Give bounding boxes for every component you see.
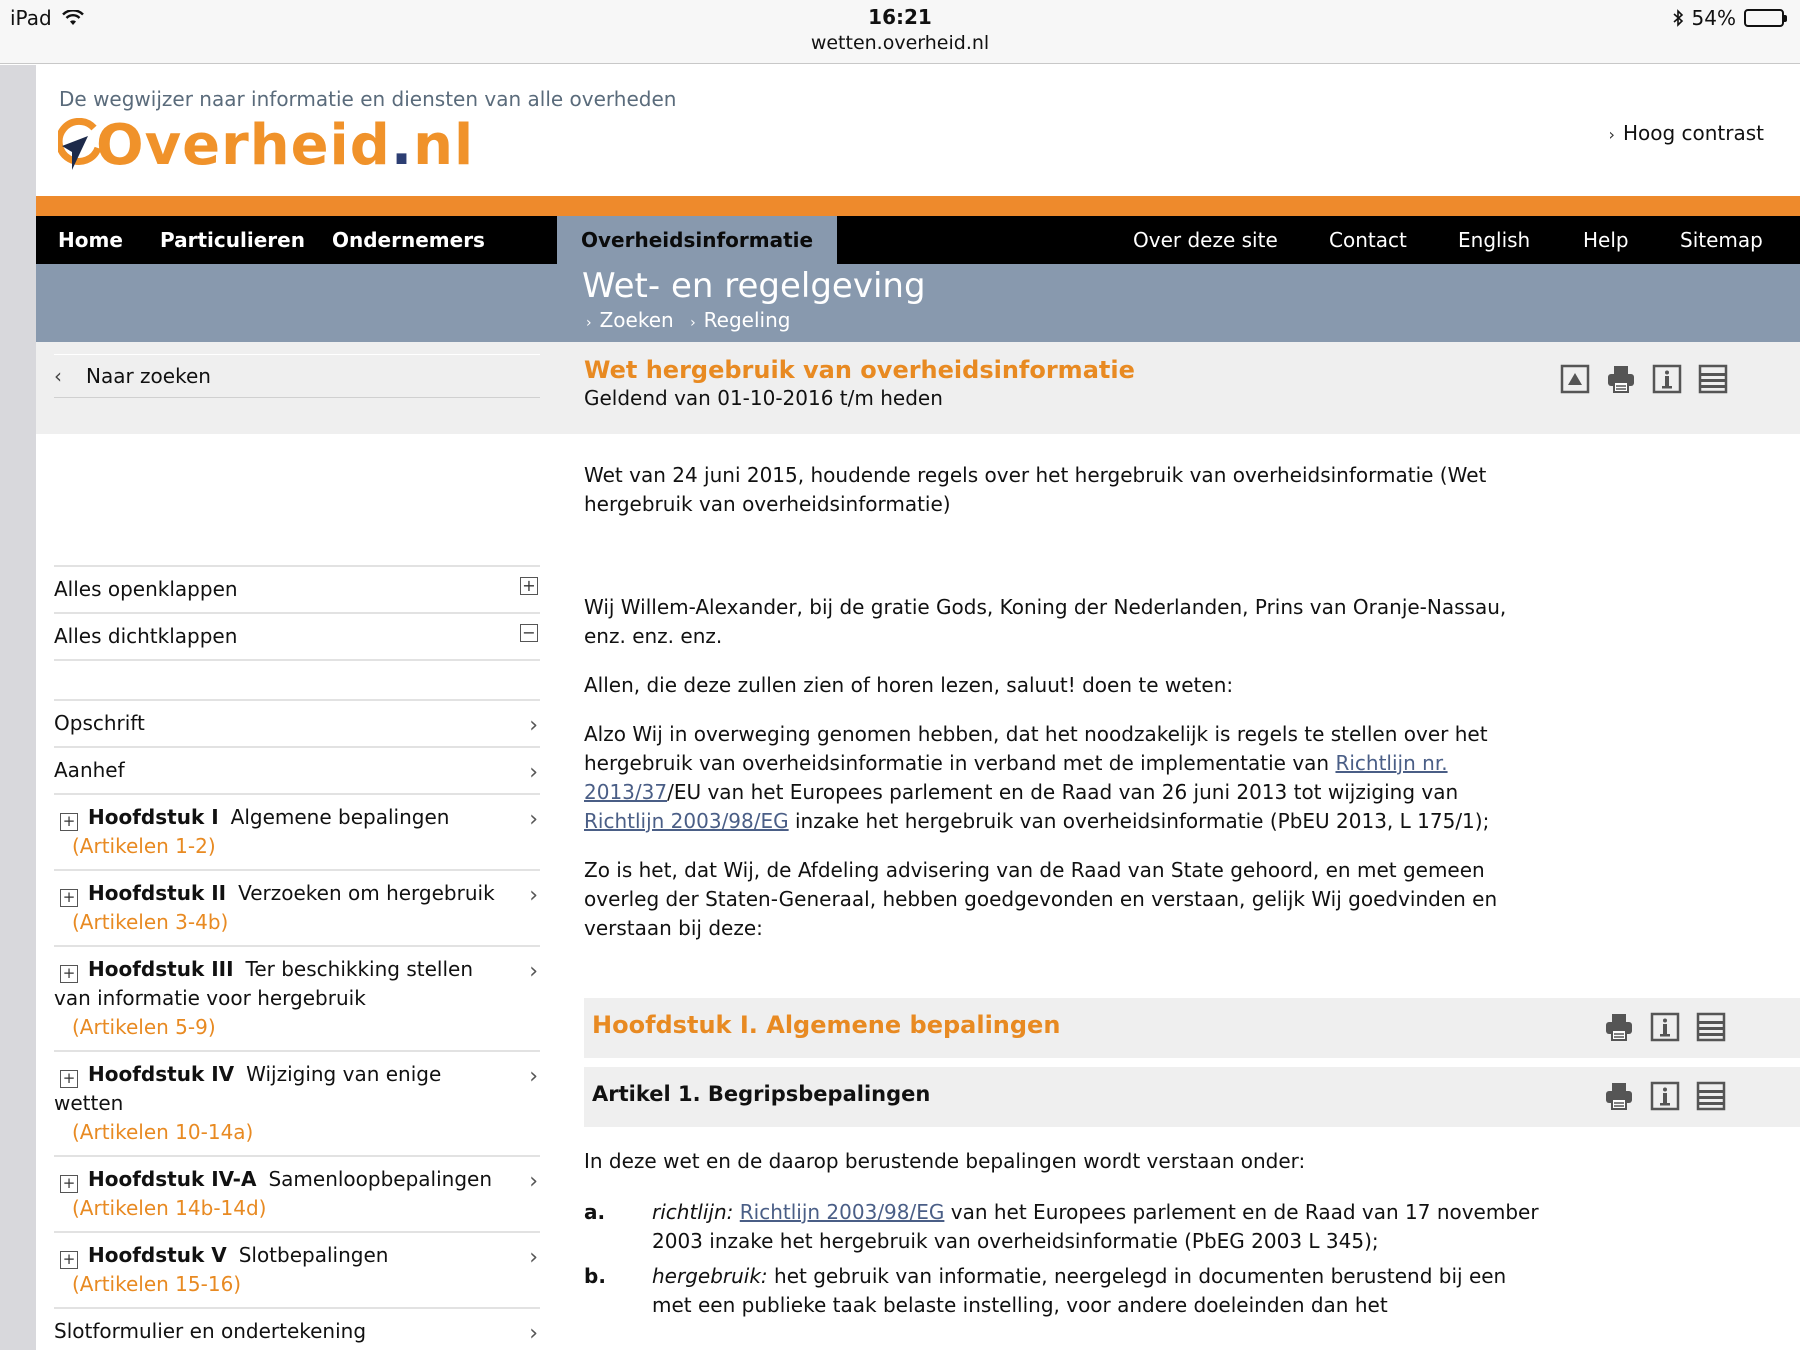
paragraph: Wij Willem-Alexander, bij de gratie Gods, Koning der Nederlanden, Prins van Oranje-Nassau, enz. enz. enz. xyxy=(584,595,1507,648)
chapter-number: Hoofdstuk IV-A xyxy=(88,1167,257,1191)
article-intro: In deze wet en de daarop berustende bepalingen wordt verstaan onder: xyxy=(584,1149,1306,1173)
document-validity: Geldend van 01-10-2016 t/m heden xyxy=(584,386,943,410)
chapter-number: Hoofdstuk II xyxy=(88,881,227,905)
section-band xyxy=(36,264,1800,342)
chapter-title: Verzoeken om hergebruik xyxy=(238,881,495,905)
chapter-range[interactable]: (Artikelen 10-14a) xyxy=(72,1120,254,1144)
print-icon[interactable] xyxy=(1606,364,1636,394)
expand-chapter-icon[interactable]: + xyxy=(60,1070,78,1088)
nav-help[interactable]: Help xyxy=(1583,228,1629,252)
chapter-number: Hoofdstuk I xyxy=(88,805,219,829)
toc-label: Slotformulier en ondertekening xyxy=(54,1319,367,1343)
nav-sitemap[interactable]: Sitemap xyxy=(1680,228,1763,252)
scroll-top-icon[interactable] xyxy=(1560,364,1590,394)
link-richtlijn-2003-98[interactable]: Richtlijn 2003/98/EG xyxy=(739,1200,945,1224)
site-logo[interactable] xyxy=(58,113,474,178)
chapter-range[interactable]: (Artikelen 15-16) xyxy=(72,1272,242,1296)
page xyxy=(36,65,1800,1350)
chapter-title: Samenloopbepalingen xyxy=(268,1167,493,1191)
chapter-heading: Hoofdstuk I. Algemene bepalingen xyxy=(592,1011,1061,1039)
toc-slotformulier[interactable] xyxy=(54,1307,540,1350)
nav-english[interactable]: English xyxy=(1458,228,1531,252)
toc-chapter[interactable] xyxy=(54,869,540,945)
definition-item xyxy=(584,1198,1544,1256)
toc-chapter[interactable] xyxy=(54,1231,540,1307)
breadcrumb-zoeken[interactable]: Zoeken xyxy=(599,308,674,332)
device-label: iPad xyxy=(10,6,52,30)
article-toolbar xyxy=(1604,1081,1726,1111)
toc-label: Aanhef xyxy=(54,758,125,782)
nav-home[interactable]: Home xyxy=(58,228,123,252)
address-bar[interactable]: wetten.overheid.nl xyxy=(810,32,990,54)
battery-icon xyxy=(1744,9,1784,27)
chapter-title: Wijziging van enige wetten xyxy=(54,1062,442,1115)
chapter-range[interactable]: (Artikelen 3-4b) xyxy=(72,910,229,934)
minus-box-icon: − xyxy=(520,624,538,642)
plus-box-icon: + xyxy=(520,577,538,595)
left-margin xyxy=(0,65,36,1350)
menu-icon[interactable] xyxy=(1696,1081,1726,1111)
divider xyxy=(54,659,540,699)
chevron-right-icon: › xyxy=(529,807,538,832)
chapter-range[interactable]: (Artikelen 5-9) xyxy=(72,1015,216,1039)
toc-chapter[interactable] xyxy=(54,1050,540,1155)
definition-letter: a. xyxy=(584,1200,606,1224)
collapse-all-label: Alles dichtklappen xyxy=(54,624,238,648)
section-title: Wet- en regelgeving xyxy=(582,266,926,306)
paragraph: Alzo Wij in overweging genomen hebben, dat het noodzakelijk is regels te stellen over het hergebruik van overheidsinformatie in verband met de implementatie van Richtlijn nr. 2013/37/EU van het Europees parlement en de Raad van 26 juni 2013 tot wijziging van Richtlijn 2003/98/EG inzake het hergebruik van overheidsinformatie (PbEU 2013, L 175/1); xyxy=(584,722,1490,833)
article-heading: Artikel 1. Begripsbepalingen xyxy=(592,1082,931,1106)
chapter-heading-bar xyxy=(584,998,1800,1058)
expand-chapter-icon[interactable]: + xyxy=(60,1251,78,1269)
breadcrumb-regeling[interactable]: Regeling xyxy=(703,308,791,332)
nav-ondernemers[interactable]: Ondernemers xyxy=(332,228,485,252)
chapter-title: Slotbepalingen xyxy=(238,1243,389,1267)
expand-chapter-icon[interactable]: + xyxy=(60,1175,78,1193)
logo-text: Overheid.nl xyxy=(96,113,475,178)
ios-status-bar xyxy=(0,0,1800,64)
orange-accent-bar xyxy=(36,196,1800,216)
chapter-toolbar xyxy=(1604,1012,1726,1042)
chapter-range[interactable]: (Artikelen 1-2) xyxy=(72,834,216,858)
article-body xyxy=(584,1147,1544,1326)
status-right xyxy=(1672,6,1784,30)
document-title: Wet hergebruik van overheidsinformatie xyxy=(584,356,1135,384)
chevron-right-icon: › xyxy=(529,760,538,785)
toc-label: Opschrift xyxy=(54,711,145,735)
bluetooth-icon xyxy=(1672,9,1684,27)
battery-percent: 54% xyxy=(1691,6,1736,30)
chapter-number: Hoofdstuk IV xyxy=(88,1062,235,1086)
paragraph: Zo is het, dat Wij, de Afdeling advisering van de Raad van State gehoord, en met gemeen overleg der Staten-Generaal, hebben goedgevonden en verstaan, gelijk Wij goedvinden en verstaan bij deze: xyxy=(584,858,1498,940)
toc-aanhef[interactable] xyxy=(54,746,540,793)
law-text xyxy=(584,461,1544,943)
print-icon[interactable] xyxy=(1604,1012,1634,1042)
link-richtlijn-2013-37[interactable]: Richtlijn nr. 2013/37 xyxy=(584,751,1448,804)
chapter-number: Hoofdstuk III xyxy=(88,957,234,981)
site-tagline: De wegwijzer naar informatie en diensten van alle overheden xyxy=(59,87,677,111)
document-toolbar xyxy=(1560,364,1728,394)
paragraph: Allen, die deze zullen zien of horen lezen, saluut! doen te weten: xyxy=(584,673,1234,697)
chapter-range[interactable]: (Artikelen 14b-14d) xyxy=(72,1196,267,1220)
chevron-right-icon: › xyxy=(529,959,538,984)
expand-all[interactable] xyxy=(54,565,540,612)
print-icon[interactable] xyxy=(1604,1081,1634,1111)
collapse-all[interactable] xyxy=(54,612,540,659)
definition-text: hergebruik: het gebruik van informatie, neergelegd in documenten berustend bij een met een publieke taak belaste instelling, voor andere doeleinden dan het xyxy=(652,1264,1507,1317)
breadcrumb xyxy=(586,308,800,332)
chevron-right-icon: › xyxy=(690,315,696,331)
chevron-right-icon: › xyxy=(529,1169,538,1194)
chapter-number: Hoofdstuk V xyxy=(88,1243,227,1267)
document-header xyxy=(36,342,1800,434)
info-icon[interactable] xyxy=(1650,1081,1680,1111)
chevron-right-icon: › xyxy=(1608,125,1615,144)
article-heading-bar xyxy=(584,1067,1800,1127)
main-nav xyxy=(36,216,1800,264)
high-contrast-link[interactable]: › Hoog contrast xyxy=(1608,121,1764,145)
nav-contact[interactable]: Contact xyxy=(1329,228,1407,252)
chevron-right-icon: › xyxy=(529,883,538,908)
expand-chapter-icon[interactable]: + xyxy=(60,813,78,831)
info-icon[interactable] xyxy=(1650,1012,1680,1042)
toc-chapter[interactable] xyxy=(54,945,540,1050)
expand-chapter-icon[interactable]: + xyxy=(60,965,78,983)
link-richtlijn-2003-98[interactable]: Richtlijn 2003/98/EG xyxy=(584,809,789,833)
chapter-title: Algemene bepalingen xyxy=(230,805,450,829)
chapter-title: Ter beschikking stellen van informatie voor hergebruik xyxy=(54,957,473,1010)
expand-all-label: Alles openklappen xyxy=(54,577,238,601)
chevron-right-icon: › xyxy=(529,1064,538,1089)
table-of-contents xyxy=(54,565,540,1350)
menu-icon[interactable] xyxy=(1696,1012,1726,1042)
chevron-right-icon: › xyxy=(529,1321,538,1346)
intro-paragraph: Wet van 24 juni 2015, houdende regels over het hergebruik van overheidsinformatie (Wet hergebruik van overheidsinformatie) xyxy=(584,463,1487,516)
toc-chapter[interactable] xyxy=(54,793,540,869)
status-time: 16:21 xyxy=(868,5,932,29)
definition-letter: b. xyxy=(584,1264,606,1288)
definition-item xyxy=(584,1262,1544,1320)
nav-particulieren[interactable]: Particulieren xyxy=(160,228,305,252)
info-icon[interactable] xyxy=(1652,364,1682,394)
chevron-right-icon: › xyxy=(529,1245,538,1270)
expand-chapter-icon[interactable]: + xyxy=(60,889,78,907)
toc-chapter[interactable] xyxy=(54,1155,540,1231)
toc-opschrift[interactable] xyxy=(54,699,540,746)
chevron-right-icon: › xyxy=(586,315,592,331)
back-label: Naar zoeken xyxy=(86,364,211,388)
chevron-left-icon: ‹ xyxy=(54,364,62,388)
definition-text: richtlijn: Richtlijn 2003/98/EG van het Europees parlement en de Raad van 17 november 2003 inzake het hergebruik van overheidsinformatie (PbEG 2003 L 345); xyxy=(652,1200,1539,1253)
back-to-search-link[interactable] xyxy=(54,354,540,398)
nav-over-deze-site[interactable]: Over deze site xyxy=(1133,228,1278,252)
menu-icon[interactable] xyxy=(1698,364,1728,394)
nav-overheidsinformatie[interactable]: Overheidsinformatie xyxy=(557,216,837,264)
chevron-right-icon: › xyxy=(529,713,538,738)
